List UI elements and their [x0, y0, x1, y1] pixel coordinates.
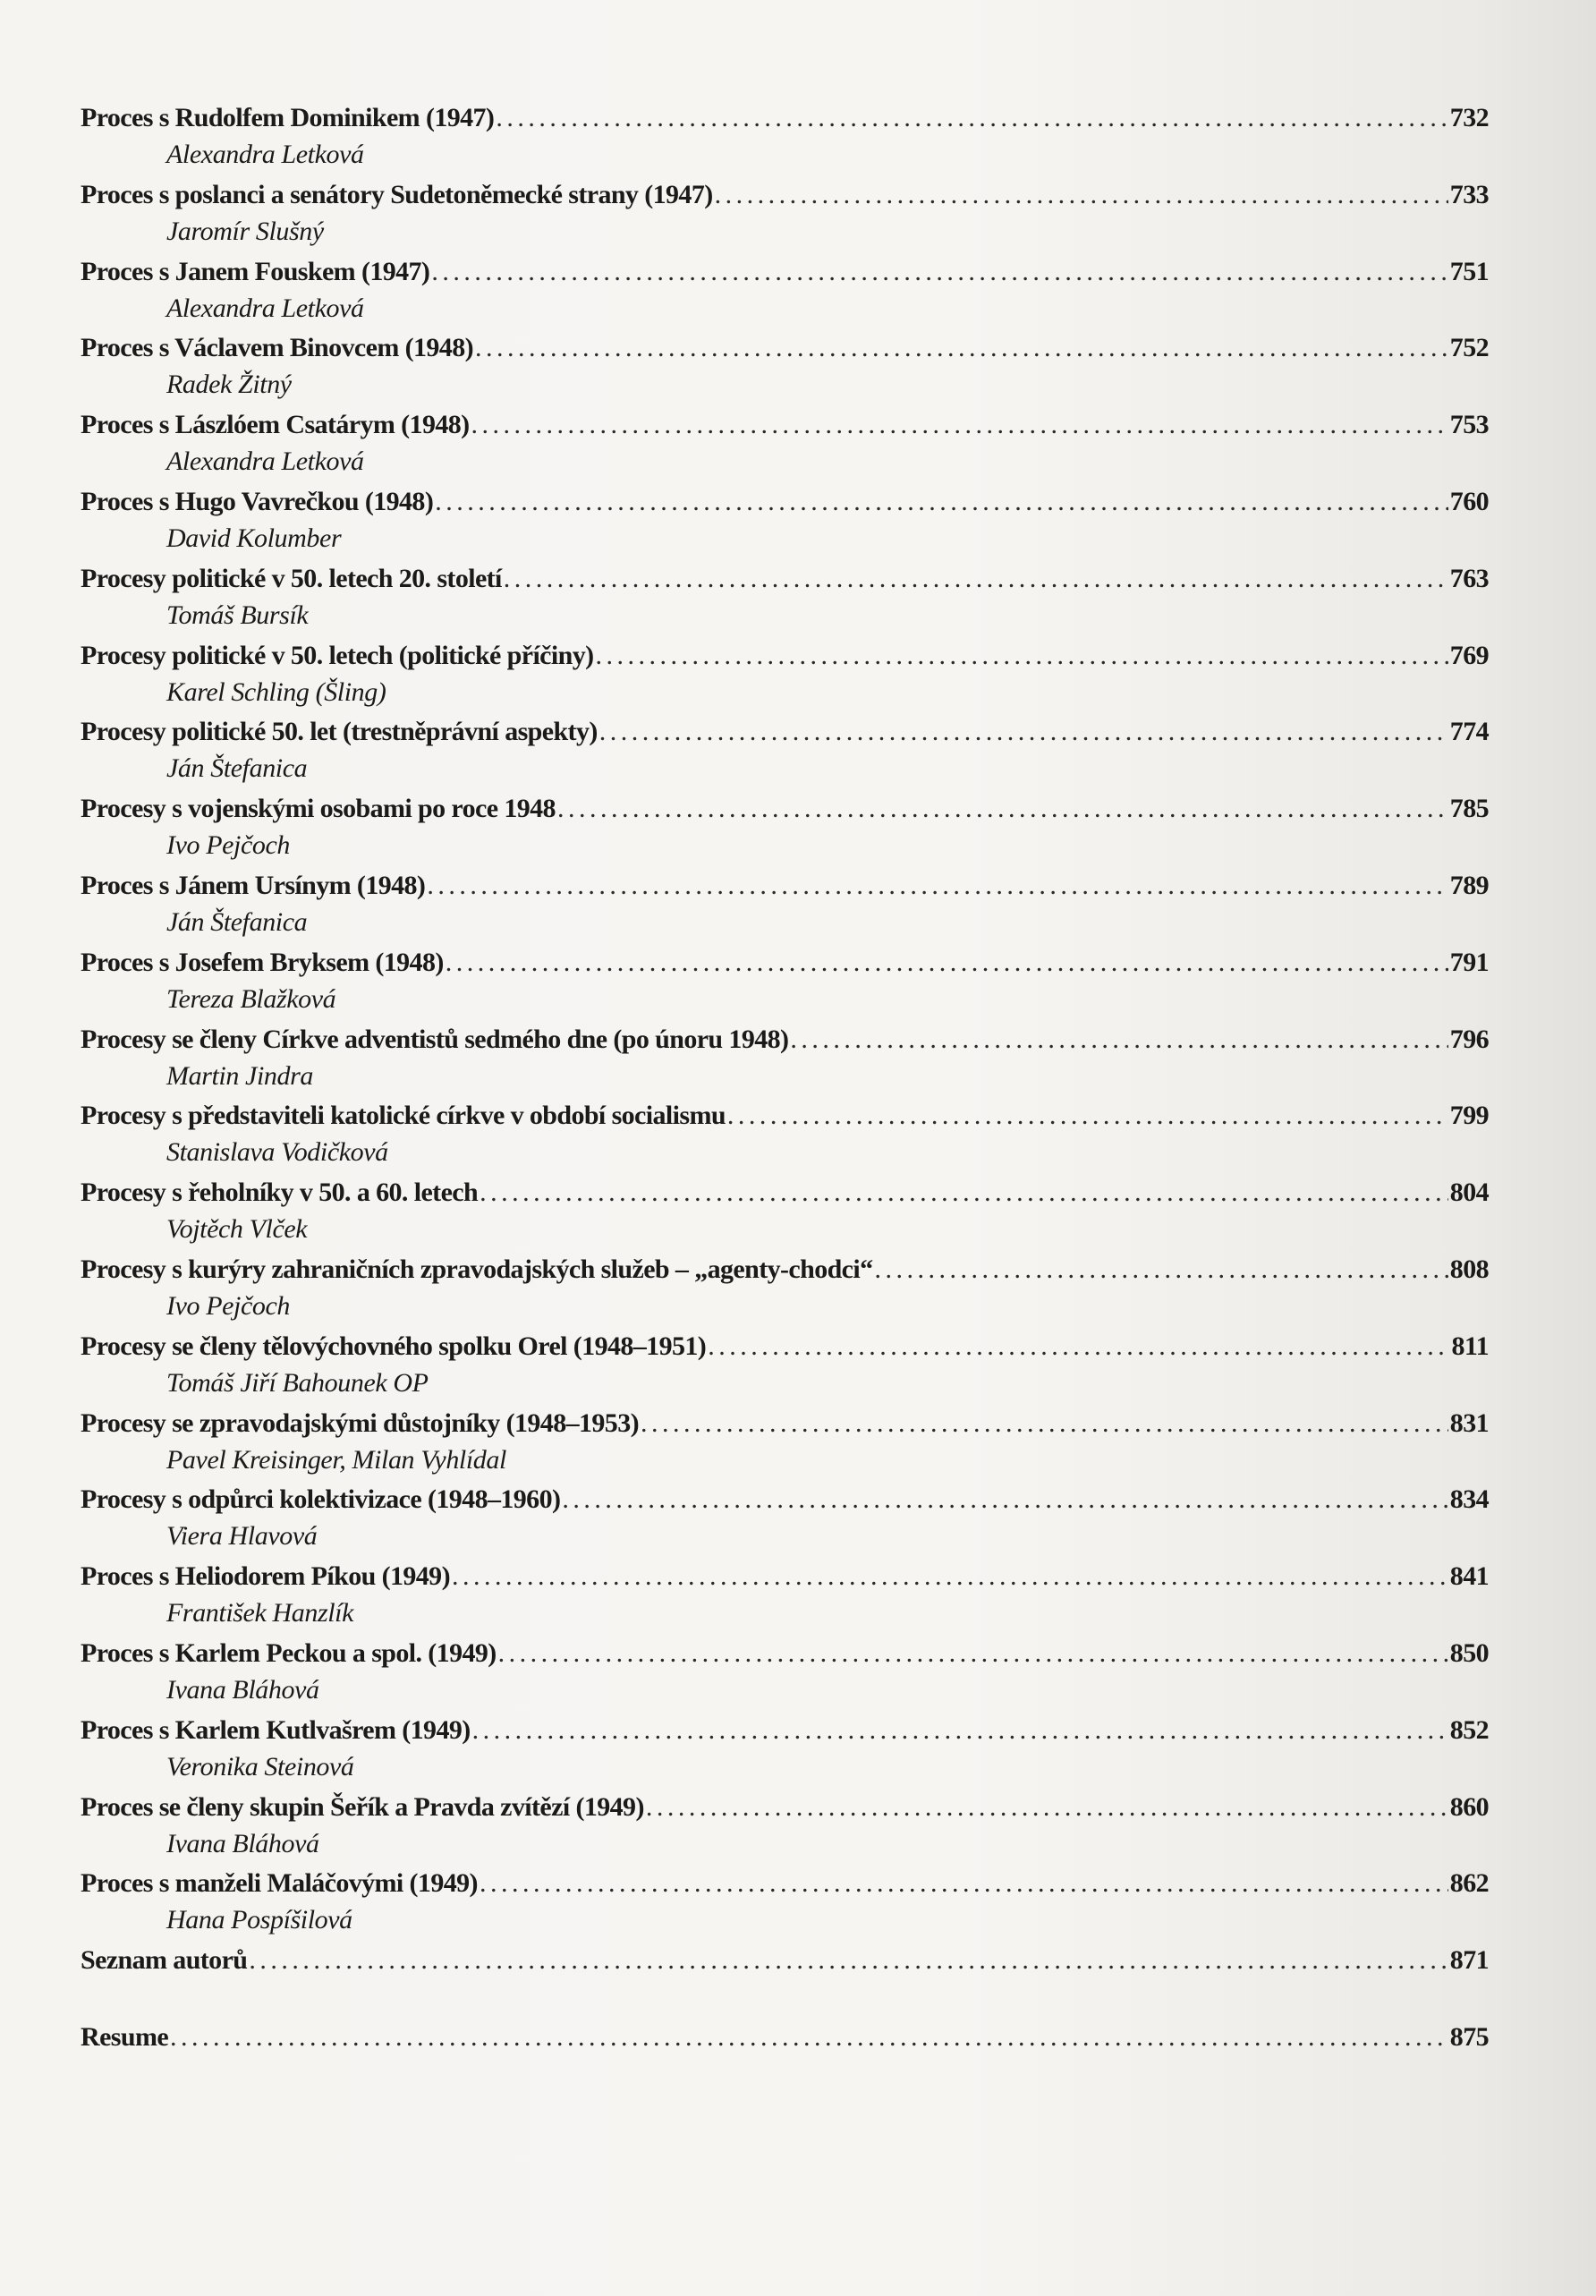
- toc-entry-line[interactable]: [81, 1864, 1489, 1903]
- toc-page-number: 733: [1449, 179, 1489, 209]
- toc-page-number: 862: [1449, 1868, 1489, 1899]
- toc-entry: [81, 1788, 1489, 1865]
- toc-entry-line[interactable]: [81, 1404, 1489, 1443]
- toc-entry-title: Proces s Rudolfem Dominikem (1947): [81, 103, 495, 132]
- toc-entry-title: Proces s poslanci a senátory Sudetoněmecké strany (1947): [81, 179, 713, 209]
- toc-entry-line[interactable]: [81, 2018, 1489, 2057]
- toc-entry: [81, 405, 1489, 482]
- toc-page-number: 732: [1449, 103, 1489, 132]
- toc-entry-author: Alexandra Letková: [166, 446, 364, 477]
- toc-entry: [81, 1711, 1489, 1788]
- toc-entry-title: Procesy se zpravodajskými důstojníky (1948–1953): [81, 1407, 639, 1438]
- toc-entry-title: Proces s Heliodorem Píkou (1949): [81, 1561, 450, 1592]
- toc-leader-dots: [446, 943, 1448, 982]
- toc-leader-dots: [170, 2018, 1448, 2057]
- toc-leader-dots: [471, 405, 1448, 445]
- toc-leader-dots: [599, 712, 1448, 752]
- toc-page-number: 808: [1449, 1254, 1489, 1284]
- toc-entry: [81, 1020, 1489, 1097]
- toc-entry-line[interactable]: [81, 1250, 1489, 1289]
- toc-entry: [81, 636, 1489, 713]
- toc-page-number: 751: [1449, 256, 1489, 286]
- toc-entry-author: Karel Schling (Šling): [166, 676, 386, 707]
- toc-entry: [81, 1327, 1489, 1404]
- toc-entry-author: Vojtěch Vlček: [166, 1214, 308, 1245]
- toc-entry: [81, 175, 1489, 252]
- toc-entry-author: Tomáš Bursík: [166, 600, 309, 630]
- toc-entry-title: Proces s Josefem Bryksem (1948): [81, 947, 444, 977]
- toc-page-number: 834: [1449, 1484, 1489, 1515]
- toc-entry-title: Resume: [81, 2021, 169, 2052]
- toc-entry-line[interactable]: [81, 1096, 1489, 1135]
- toc-entry-line[interactable]: [81, 98, 1489, 138]
- toc-entry: [81, 1557, 1489, 1634]
- toc-entry-author: Ivo Pejčoch: [166, 830, 291, 861]
- toc-entry-line[interactable]: [81, 1020, 1489, 1059]
- toc-entry-author: Alexandra Letková: [166, 140, 364, 169]
- toc-entry-title: Procesy s kurýry zahraničních zpravodajských služeb – „agenty-chodci“: [81, 1254, 873, 1284]
- toc-page-number: 811: [1451, 1331, 1489, 1361]
- toc-leader-dots: [562, 1480, 1447, 1519]
- toc-page-number: 850: [1449, 1637, 1489, 1668]
- toc-entry-line[interactable]: [81, 175, 1489, 215]
- toc-entry-resume: [81, 2018, 1489, 2095]
- toc-entry: [81, 712, 1489, 789]
- toc-leader-dots: [641, 1404, 1448, 1443]
- toc-entry-line[interactable]: [81, 328, 1489, 368]
- toc-entry-title: Proces s Janem Fouskem (1947): [81, 256, 430, 286]
- toc-entry-line[interactable]: [81, 712, 1489, 752]
- toc-leader-dots: [480, 1173, 1448, 1212]
- toc-entry-line[interactable]: [81, 789, 1489, 829]
- toc-entry-title: Proces s Jánem Ursínym (1948): [81, 870, 426, 900]
- toc-entry-title: Proces s Lászlóem Csatárym (1948): [81, 410, 470, 440]
- toc-entry-author: Ivana Bláhová: [166, 1674, 319, 1705]
- toc-page-number: 789: [1449, 870, 1489, 900]
- toc-leader-dots: [504, 559, 1448, 599]
- toc-page-number: 875: [1449, 2021, 1489, 2052]
- toc-entry-author: Jaromír Slušný: [166, 216, 324, 246]
- toc-entry-author: František Hanzlík: [166, 1598, 354, 1628]
- table-of-contents: [81, 98, 1489, 2095]
- toc-entry: [81, 1864, 1489, 1941]
- toc-entry-author: Ivo Pejčoch: [166, 1290, 291, 1321]
- toc-entry-title: Procesy s odpůrci kolektivizace (1948–1960): [81, 1484, 561, 1515]
- toc-leader-dots: [435, 482, 1448, 522]
- toc-entry-title: Procesy se členy Církve adventistů sedmého dne (po únoru 1948): [81, 1024, 789, 1054]
- toc-entry-line[interactable]: [81, 1480, 1489, 1519]
- toc-leader-dots: [452, 1557, 1448, 1596]
- toc-entry: [81, 1480, 1489, 1557]
- toc-leader-dots: [596, 636, 1448, 676]
- toc-entry-line[interactable]: [81, 943, 1489, 982]
- toc-entry-title: Proces s Karlem Kutlvašrem (1949): [81, 1714, 471, 1745]
- toc-entry: [81, 98, 1489, 175]
- toc-entry: [81, 559, 1489, 636]
- toc-entry: [81, 1250, 1489, 1327]
- toc-page-number: 791: [1449, 947, 1489, 977]
- toc-entry-authors-list: [81, 1941, 1489, 2018]
- toc-page-number: 871: [1449, 1945, 1489, 1976]
- toc-entry-author: Ján Štefanica: [166, 906, 308, 937]
- toc-leader-dots: [249, 1941, 1447, 1980]
- toc-entry-title: Proces se členy skupin Šeřík a Pravda zvítězí (1949): [81, 1791, 644, 1822]
- toc-entry: [81, 328, 1489, 405]
- toc-leader-dots: [427, 866, 1447, 906]
- toc-entry-title: Procesy se členy tělovýchovného spolku Orel (1948–1951): [81, 1331, 707, 1361]
- toc-leader-dots: [708, 1327, 1449, 1366]
- toc-entry-author: Ján Štefanica: [166, 753, 308, 784]
- toc-entry-title: Proces s Václavem Binovcem (1948): [81, 333, 473, 363]
- toc-leader-dots: [480, 1864, 1448, 1903]
- toc-entry-line[interactable]: [81, 1327, 1489, 1366]
- toc-leader-dots: [790, 1020, 1447, 1059]
- toc-leader-dots: [431, 252, 1447, 292]
- toc-entry: [81, 252, 1489, 329]
- toc-page-number: 752: [1449, 333, 1489, 363]
- toc-leader-dots: [875, 1250, 1448, 1289]
- toc-leader-dots: [498, 1634, 1448, 1673]
- toc-entry-line[interactable]: [81, 1788, 1489, 1827]
- toc-entry-title: Procesy politické v 50. letech 20. století: [81, 563, 502, 593]
- toc-entry-title: Proces s manželi Maláčovými (1949): [81, 1868, 478, 1899]
- toc-page-number: 763: [1449, 563, 1489, 593]
- toc-leader-dots: [475, 328, 1448, 368]
- toc-entry-line[interactable]: [81, 636, 1489, 676]
- toc-leader-dots: [727, 1096, 1448, 1135]
- toc-page-number: 753: [1449, 410, 1489, 440]
- toc-entry: [81, 1404, 1489, 1481]
- toc-entry-author: Stanislava Vodičková: [166, 1137, 388, 1168]
- toc-page-number: 804: [1449, 1178, 1489, 1208]
- toc-entry-author: Radek Žitný: [166, 370, 292, 400]
- toc-leader-dots: [646, 1788, 1448, 1827]
- toc-page-number: 769: [1449, 640, 1489, 670]
- toc-entry-author: Tomáš Jiří Bahounek OP: [166, 1367, 429, 1398]
- toc-entry-title: Procesy politické 50. let (trestněprávní aspekty): [81, 717, 598, 747]
- toc-page-number: 831: [1449, 1407, 1489, 1438]
- toc-entry-line[interactable]: [81, 866, 1489, 906]
- toc-page-number: 799: [1449, 1101, 1489, 1131]
- toc-entry-title: Procesy s řeholníky v 50. a 60. letech: [81, 1178, 479, 1208]
- toc-entry-author: David Kolumber: [166, 523, 342, 553]
- toc-leader-dots: [472, 1711, 1448, 1750]
- toc-entry: [81, 482, 1489, 559]
- toc-entry-author: Viera Hlavová: [166, 1521, 318, 1552]
- toc-page-number: 852: [1449, 1714, 1489, 1745]
- toc-entry-title: Procesy politické v 50. letech (politické příčiny): [81, 640, 594, 670]
- toc-entry-author: Hana Pospíšilová: [166, 1905, 352, 1935]
- toc-entry-line[interactable]: [81, 252, 1489, 292]
- toc-entry-title: Seznam autorů: [81, 1945, 248, 1976]
- toc-entry-line[interactable]: [81, 482, 1489, 522]
- toc-entry-line[interactable]: [81, 1173, 1489, 1212]
- toc-entry-line[interactable]: [81, 1634, 1489, 1673]
- toc-entry-line[interactable]: [81, 1941, 1489, 1980]
- toc-entry: [81, 1173, 1489, 1250]
- toc-entry-line[interactable]: [81, 405, 1489, 445]
- toc-entry-author: Pavel Kreisinger, Milan Vyhlídal: [166, 1444, 506, 1475]
- toc-entry: [81, 789, 1489, 866]
- toc-entry-author: Veronika Steinová: [166, 1751, 354, 1782]
- toc-entry: [81, 943, 1489, 1020]
- toc-entry-title: Procesy s představiteli katolické církve v období socialismu: [81, 1101, 726, 1131]
- toc-entry-title: Procesy s vojenskými osobami po roce 1948: [81, 794, 556, 824]
- toc-entry: [81, 1096, 1489, 1173]
- toc-entry-line[interactable]: [81, 559, 1489, 599]
- toc-entry-author: Alexandra Letková: [166, 293, 364, 323]
- toc-entry-author: Ivana Bláhová: [166, 1828, 319, 1858]
- toc-entry-title: Proces s Hugo Vavrečkou (1948): [81, 486, 434, 516]
- toc-entry-title: Proces s Karlem Peckou a spol. (1949): [81, 1637, 497, 1668]
- toc-entry-author: Tereza Blažková: [166, 983, 336, 1014]
- toc-entry-line[interactable]: [81, 1711, 1489, 1750]
- toc-entry: [81, 1634, 1489, 1711]
- toc-leader-dots: [557, 789, 1448, 829]
- toc-entry-author: Martin Jindra: [166, 1060, 313, 1091]
- toc-leader-dots: [715, 175, 1448, 215]
- toc-page-number: 841: [1449, 1561, 1489, 1592]
- toc-entry-line[interactable]: [81, 1557, 1489, 1596]
- toc-page-number: 796: [1449, 1024, 1489, 1054]
- toc-leader-dots: [496, 98, 1447, 138]
- toc-page-number: 760: [1449, 486, 1489, 516]
- toc-page-number: 774: [1449, 717, 1489, 747]
- toc-page-number: 785: [1449, 794, 1489, 824]
- toc-entry: [81, 866, 1489, 943]
- toc-page-number: 860: [1449, 1791, 1489, 1822]
